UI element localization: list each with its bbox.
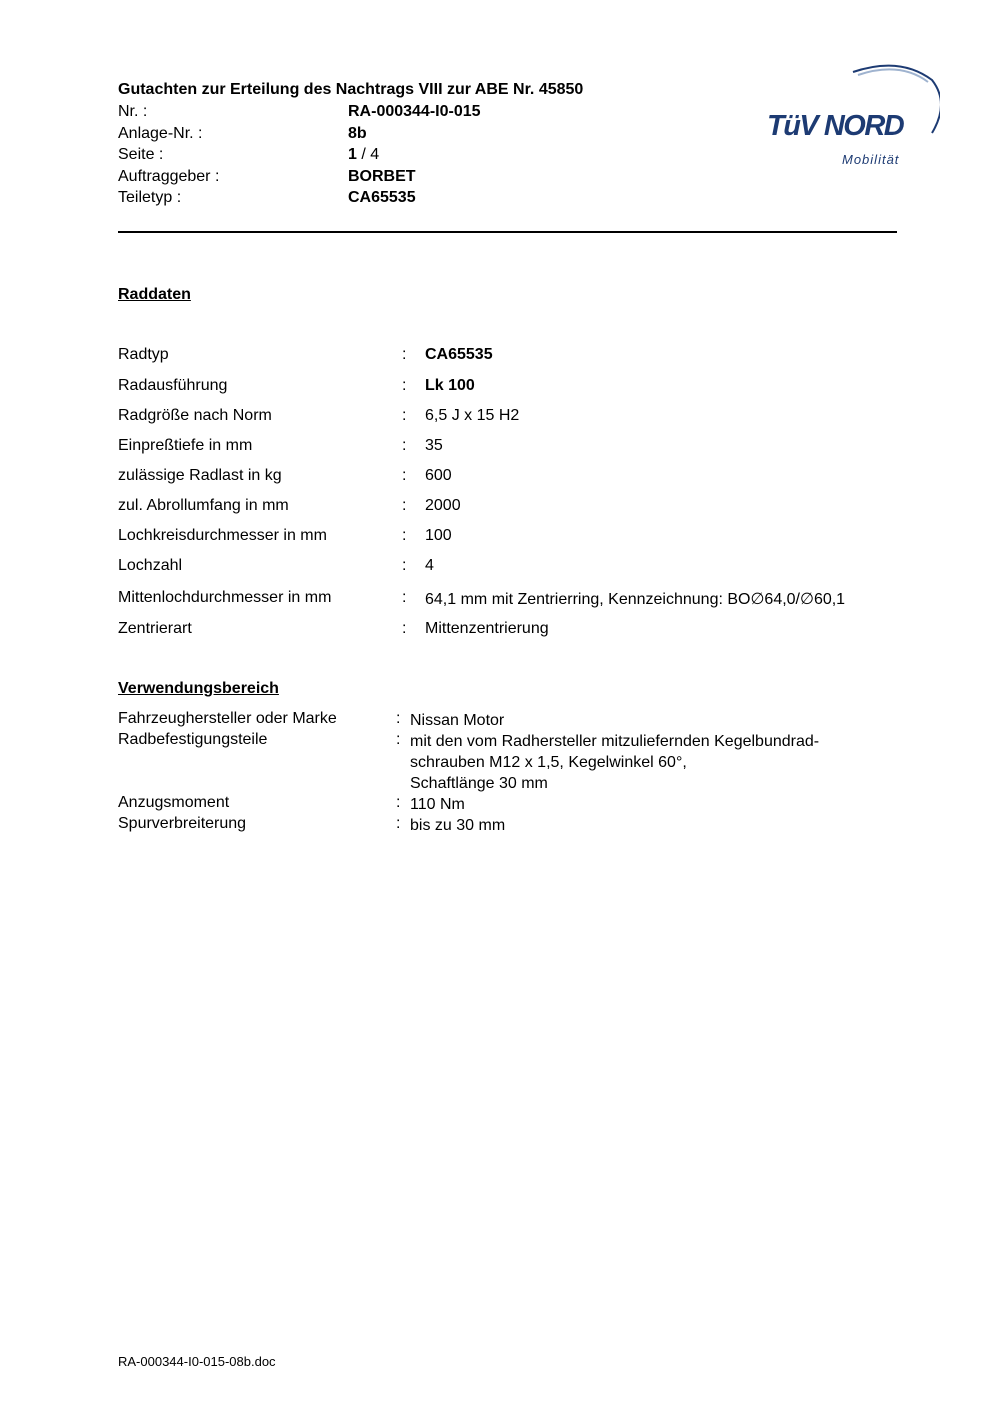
- raddaten-row: Radtyp : CA65535: [118, 346, 493, 363]
- header-value: BORBET: [348, 168, 416, 185]
- raddaten-value: 6,5 J x 15 H2: [425, 407, 520, 424]
- raddaten-value: CA65535: [425, 346, 493, 363]
- header-value: CA65535: [348, 189, 416, 206]
- logo-brand: TüV NORD: [767, 110, 904, 142]
- raddaten-row: zulässige Radlast in kg : 600: [118, 467, 452, 484]
- raddaten-row: Lochzahl : 4: [118, 557, 434, 574]
- raddaten-value: 600: [425, 467, 452, 484]
- raddaten-value: 64,1 mm mit Zentrierring, Kennzeichnung: BO∅64,0/∅60,1: [425, 591, 846, 608]
- verwendung-value: [410, 731, 819, 794]
- page-total: / 4: [356, 146, 380, 163]
- verwendung-label: Radbefestigungsteile: [118, 731, 268, 748]
- raddaten-row: Zentrierart : Mittenzentrierung: [118, 620, 549, 637]
- raddaten-row: Radgröße nach Norm : 6,5 J x 15 H2: [118, 407, 520, 424]
- logo-subtitle: Mobilität: [842, 152, 900, 167]
- raddaten-value: 4: [425, 557, 434, 574]
- verwendung-label: Fahrzeughersteller oder Marke: [118, 710, 337, 727]
- section-heading-raddaten: Raddaten: [118, 286, 191, 303]
- raddaten-row: Einpreßtiefe in mm : 35: [118, 437, 443, 454]
- raddaten-label: Einpreßtiefe in mm: [118, 437, 253, 454]
- header-label: Nr. :: [118, 103, 148, 120]
- raddaten-label: Zentrierart: [118, 620, 192, 637]
- raddaten-label: Radausführung: [118, 377, 228, 394]
- raddaten-value: Mittenzentrierung: [425, 620, 549, 637]
- raddaten-label: Lochzahl: [118, 557, 183, 574]
- raddaten-value: 100: [425, 527, 452, 544]
- raddaten-label: zulässige Radlast in kg: [118, 467, 282, 484]
- raddaten-row: Mittenlochdurchmesser in mm : 64,1 mm mit Zentrierring, Kennzeichnung: BO∅64,0/∅60,1: [118, 589, 846, 608]
- raddaten-row: zul. Abrollumfang in mm : 2000: [118, 497, 461, 514]
- header-label: Anlage-Nr. :: [118, 125, 203, 142]
- document-title: Gutachten zur Erteilung des Nachtrags VIII zur ABE Nr. 45850: [118, 81, 584, 98]
- header-value: RA-000344-I0-015: [348, 103, 481, 120]
- page-number: 1: [348, 146, 357, 163]
- raddaten-label: Mittenlochdurchmesser in mm: [118, 589, 332, 606]
- header-label: Auftraggeber :: [118, 168, 220, 185]
- raddaten-row: Lochkreisdurchmesser in mm : 100: [118, 527, 452, 544]
- raddaten-label: Radtyp: [118, 346, 169, 363]
- raddaten-value: Lk 100: [425, 377, 475, 394]
- verwendung-value-line: mit den vom Radhersteller mitzuliefernden Kegelbundrad-: [410, 733, 820, 750]
- section-heading-verwendungsbereich: Verwendungsbereich: [118, 680, 279, 697]
- verwendung-label: Anzugsmoment: [118, 794, 230, 811]
- footer-filename: RA-000344-I0-015-08b.doc: [118, 1354, 276, 1369]
- raddaten-label: Radgröße nach Norm: [118, 407, 272, 424]
- header-label: Seite :: [118, 146, 164, 163]
- header-divider: [118, 231, 897, 233]
- verwendung-value-line: schrauben M12 x 1,5, Kegelwinkel 60°,: [410, 754, 687, 771]
- verwendung-value: bis zu 30 mm: [410, 817, 506, 834]
- verwendung-value: Nissan Motor: [410, 712, 505, 729]
- raddaten-label: Lochkreisdurchmesser in mm: [118, 527, 327, 544]
- verwendung-value: 110 Nm: [410, 796, 465, 813]
- verwendung-label: Spurverbreiterung: [118, 815, 247, 832]
- verwendung-value-line: Schaftlänge 30 mm: [410, 775, 548, 792]
- raddaten-label: zul. Abrollumfang in mm: [118, 497, 289, 514]
- raddaten-value: 2000: [425, 497, 461, 514]
- tuv-nord-logo: [760, 58, 940, 173]
- header-label: Teiletyp :: [118, 189, 182, 206]
- header-value: [348, 146, 379, 164]
- raddaten-value: 35: [425, 437, 443, 454]
- header-value: 8b: [348, 125, 367, 142]
- raddaten-row: Radausführung : Lk 100: [118, 377, 475, 394]
